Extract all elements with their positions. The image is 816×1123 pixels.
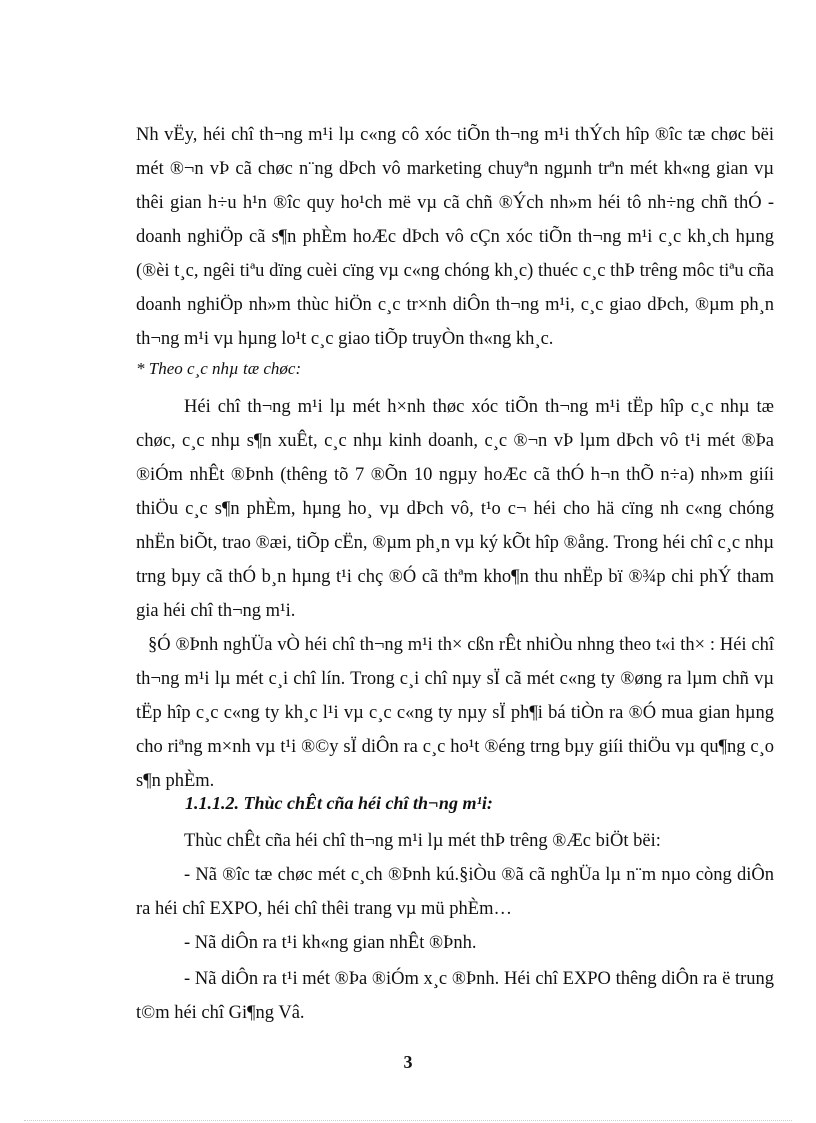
paragraph-opinion: §Ó ®Þnh nghÜa vÒ héi chî th¬ng m¹i th× cßn rÊt nhiÒu nhng theo t«i th× : Héi chî th¬ng m¹i lµ mét c¸i chî lín. Trong c¸i chî nµy sÏ cã mét c«ng ty ®øng ra lµm chñ vµ tËp hîp c¸c c«ng ty kh¸c l¹i vµ c¸c c«ng ty nµy sÏ ph¶i bá tiÒn ra ®Ó mua gian hµng cho riªng m×nh vµ t¹i ®©y sÏ diÔn ra c¸c ho¹t ®éng trng bµy giíi thiÖu vµ qu¶ng c¸o s¶n phÈm. (136, 635, 774, 791)
bullet-periodic: - Nã ®îc tæ chøc mét c¸ch ®Þnh kú.§iÒu ®ã cã nghÜa lµ n¨m nµo còng diÔn ra héi chî EXPO, héi chî thêi trang vµ mü phÈm… (136, 865, 774, 919)
paragraph-nature: Thùc chÊt cña héi chî th¬ng m¹i lµ mét thÞ trêng ®Æc biÖt bëi: (184, 831, 661, 851)
page-number: 3 (403, 1052, 413, 1072)
paragraph-organizers: Héi chî th¬ng m¹i lµ mét h×nh thøc xóc tiÕn th¬ng m¹i tËp hîp c¸c nhµ tæ chøc, c¸c nhµ s¶n xuÊt, c¸c nhµ kinh doanh, c¸c ®¬n vÞ lµm dÞch vô t¹i mét ®Þa ®iÓm nhÊt ®Þnh (thêng tõ 7 ®Õn 10 ngµy hoÆc cã thÓ h¬n thÕ n÷a) nh»m giíi thiÖu c¸c s¶n phÈm, hµng ho¸ vµ dÞch vô, t¹o c¬ héi cho hä cïng nh c«ng chóng nhËn biÕt, trao ®æi, tiÕp cËn, ®µm ph¸n vµ ký kÕt hîp ®ång. Trong héi chî c¸c nhµ trng bµy cã thÓ b¸n hµng t¹i chç ®Ó cã thªm kho¶n thu nhËp bï ®¾p chi phÝ tham gia héi chî th¬ng m¹i. (136, 397, 774, 621)
bullet-space: - Nã diÔn ra t¹i kh«ng gian nhÊt ®Þnh. (184, 933, 477, 953)
paragraph-definition: Nh vËy, héi chî th¬ng m¹i lµ c«ng cô xóc tiÕn th¬ng m¹i thÝch hîp ®îc tæ chøc bëi mét ®¬n vÞ cã chøc n¨ng dÞch vô marketing chuyªn ngµnh trªn mét kh«ng gian vµ thêi gian h÷u h¹n ®îc quy ho¹ch më vµ cã chñ ®Ých nh»m héi tô nh÷ng chñ thÓ - doanh nghiÖp cã s¶n phÈm hoÆc dÞch vô cÇn xóc tiÕn th¬ng m¹i c¸c kh¸ch hµng (®èi t¸c, ngêi tiªu dïng cuèi cïng vµ c«ng chóng kh¸c) thuéc c¸c thÞ trêng môc tiªu cña doanh nghiÖp nh»m thùc hiÖn c¸c tr×nh diÔn th¬ng m¹i, c¸c giao dÞch, ®µm ph¸n th¬ng m¹i vµ hµng lo¹t c¸c giao tiÕp truyÒn th«ng kh¸c. (136, 125, 774, 349)
bullet-location: - Nã diÔn ra t¹i mét ®Þa ®iÓm x¸c ®Þnh. Héi chî EXPO thêng diÔn ra ë trung t©m héi chî Gi¶ng Vâ. (136, 969, 774, 1023)
section-heading: 1.1.1.2. Thùc chÊt cña héi chî th¬ng m¹i: (185, 793, 493, 813)
subheading-organizers: * Theo c¸c nhµ tæ chøc: (136, 359, 302, 378)
page-bottom-divider (24, 1120, 792, 1121)
